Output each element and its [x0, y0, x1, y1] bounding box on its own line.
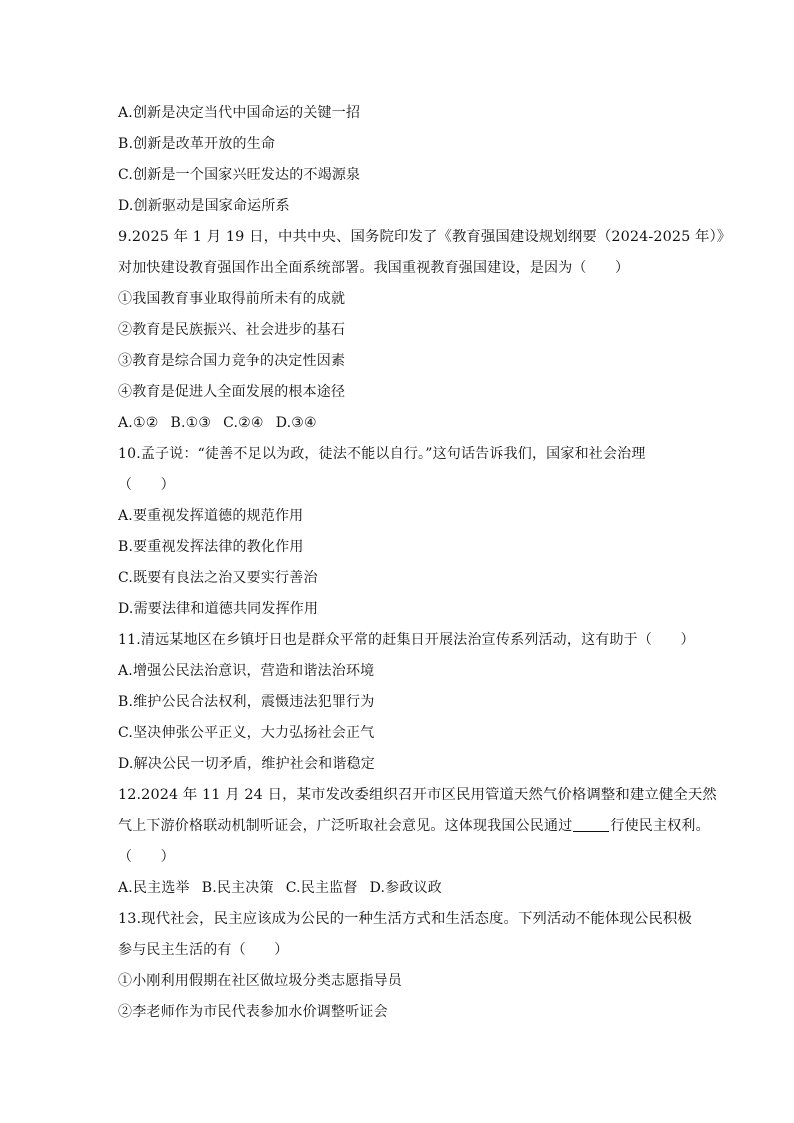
q12-option-d: D.参政议政 [369, 880, 442, 896]
q13-statement-1: ①小刚利用假期在社区做垃圾分类志愿指导员 [118, 973, 402, 989]
q13-statement-2: ②李老师作为市民代表参加水价调整听证会 [118, 1004, 388, 1020]
q9-statement-2: ②教育是民族振兴、社会进步的基石 [118, 322, 346, 338]
q9-option-d: D.③④ [275, 415, 317, 431]
q10-stem-line2: （ ） [118, 477, 175, 493]
q8-option-a: A.创新是决定当代中国命运的关键一招 [118, 105, 361, 121]
q11-option-d: D.解决公民一切矛盾，维护社会和谐稳定 [118, 756, 375, 772]
q9-option-c: C.②④ [223, 415, 264, 431]
q8-option-c: C.创新是一个国家兴旺发达的不竭源泉 [118, 167, 361, 183]
q12-stem-after-blank: 行使民主权利。 [610, 818, 710, 834]
q9-options [118, 408, 684, 439]
q9-statement-3: ③教育是综合国力竞争的决定性因素 [118, 353, 346, 369]
q9-statement-1: ①我国教育事业取得前所未有的成就 [118, 291, 346, 307]
q12-option-b: B.民主决策 [201, 880, 274, 896]
q10-stem-line1: 10.孟子说：“徒善不足以为政，徒法不能以自行。”这句话告诉我们，国家和社会治理 [118, 446, 646, 462]
q9-stem-line1: 9.2025 年 1 月 19 日，中共中央、国务院印发了《教育强国建设规划纲要（2024-2025 年）》 [118, 229, 732, 245]
q10-option-b: B.要重视发挥法律的教化作用 [118, 539, 304, 555]
q13-stem-line2: 参与民主生活的有（ ） [118, 942, 289, 958]
q12-stem-before-blank: 气上下游价格联动机制听证会，广泛听取社会意见。这体现我国公民通过 [118, 818, 573, 834]
q12-option-a: A.民主选举 [118, 880, 190, 896]
q10-option-d: D.需要法律和道德共同发挥作用 [118, 601, 319, 617]
q11-option-c: C.坚决伸张公平正义，大力弘扬社会正气 [118, 725, 375, 741]
q9-option-b: B.①③ [170, 415, 212, 431]
q10-option-a: A.要重视发挥道德的规范作用 [118, 508, 304, 524]
answer-blank [573, 817, 609, 832]
q9-stem-line2: 对加快建设教育强国作出全面系统部署。我国重视教育强国建设，是因为（ ） [118, 260, 630, 276]
q13-stem-line1: 13.现代社会，民主应该成为公民的一种生活方式和生活态度。下列活动不能体现公民积极 [118, 911, 692, 927]
q12-stem-line1: 12.2024 年 11 月 24 日，某市发改委组织召开市区民用管道天然气价格调整和建立健全天然 [118, 787, 717, 803]
q11-option-a: A.增强公民法治意识，营造和谐法治环境 [118, 663, 375, 679]
q12-option-c: C.民主监督 [285, 880, 358, 896]
q12-stem-line2 [118, 811, 710, 842]
q12-options [118, 873, 684, 904]
q9-option-a: A.①② [118, 415, 159, 431]
q8-option-d: D.创新驱动是国家命运所系 [118, 198, 290, 214]
q11-option-b: B.维护公民合法权利，震慑违法犯罪行为 [118, 694, 375, 710]
q12-stem-line3: （ ） [118, 849, 175, 865]
q11-stem: 11.清远某地区在乡镇圩日也是群众平常的赶集日开展法治宣传系列活动，这有助于（ ） [118, 632, 695, 648]
q8-option-b: B.创新是改革开放的生命 [118, 136, 276, 152]
q9-statement-4: ④教育是促进人全面发展的根本途径 [118, 384, 346, 400]
q10-option-c: C.既要有良法之治又要实行善治 [118, 570, 318, 586]
